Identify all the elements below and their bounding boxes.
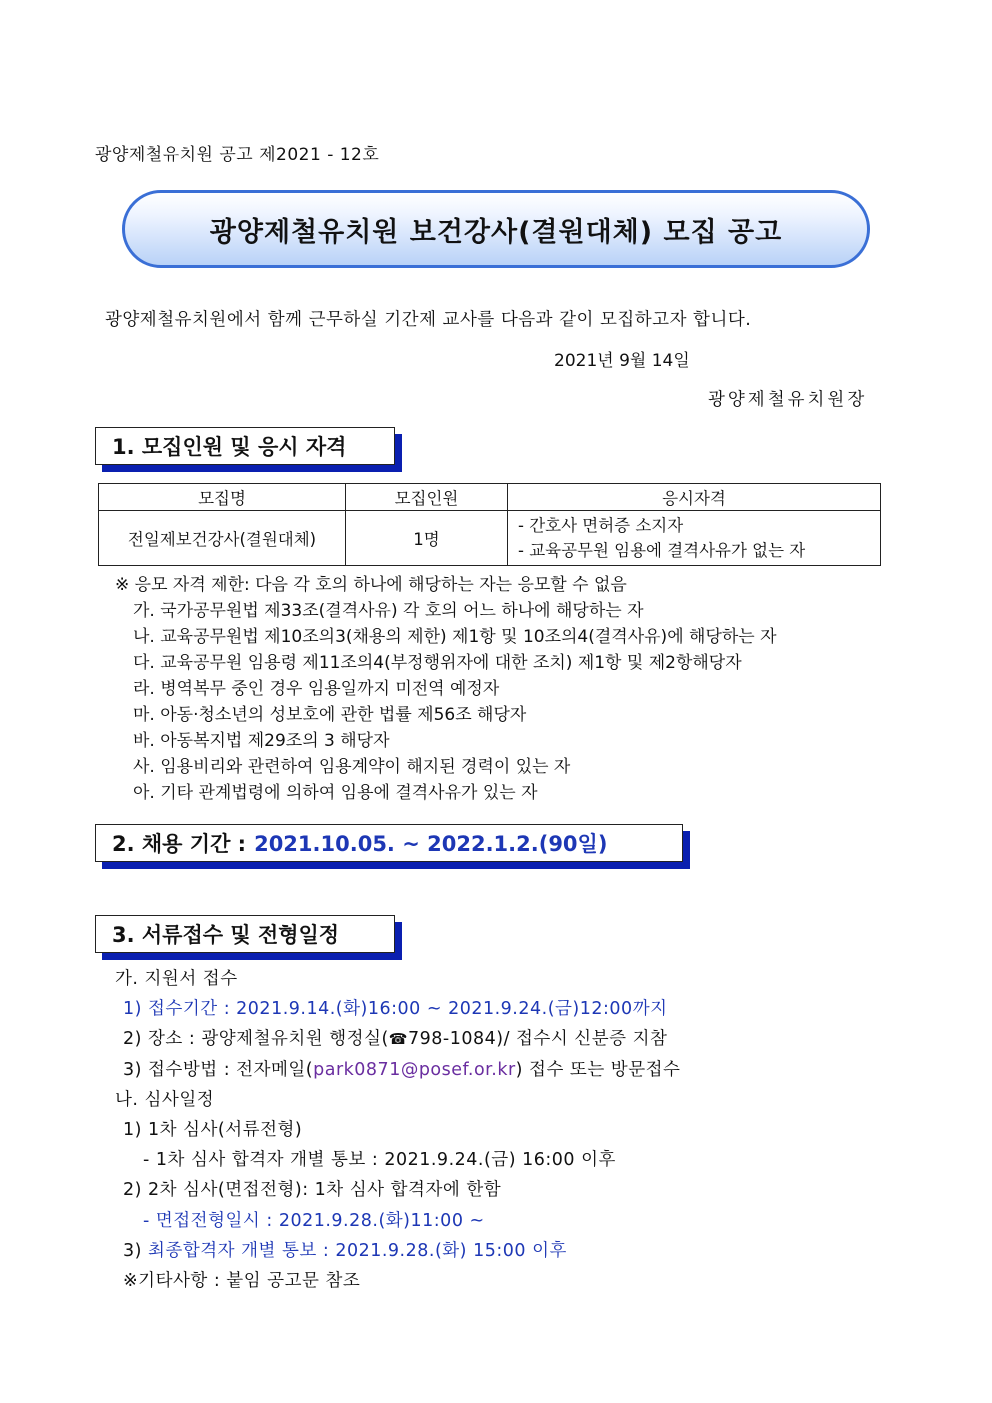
review-step1-detail: - 1차 심사 합격자 개별 통보 : 2021.9.24.(금) 16:00 이후 [143,1150,616,1171]
notice-number: 광양제철유치원 공고 제2021 - 12호 [95,145,380,165]
application-place [115,1024,680,1054]
qualifications-cell [508,511,881,566]
recruitment-table [98,483,881,566]
application-period: 1) 접수기간 : 2021.9.14.(화)16:00 ~ 2021.9.24.(금)12:00까지 [123,999,668,1020]
table-header: 응시자격 [508,484,881,511]
restriction-item: 사. 임용비리와 관련하여 임용계약이 해지된 경력이 있는 자 [133,757,571,777]
qualification-item: - 교육공무원 임용에 결격사유가 없는 자 [518,541,806,560]
section3-heading [95,915,395,953]
qualification-item: - 간호사 면허증 소지자 [518,516,684,535]
section1-heading [95,427,395,465]
application-method-text: 3) 접수방법 : 전자메일( [123,1059,314,1080]
restriction-item: 라. 병역복무 중인 경우 임용일까지 미전역 예정자 [133,679,500,699]
restriction-item: 바. 아동복지법 제29조의 3 해당자 [133,731,390,751]
restriction-item: 아. 기타 관계법령에 의하여 임용에 결격사유가 있는 자 [133,783,538,803]
schedule-block [115,964,680,1296]
intro-text: 광양제철유치원에서 함께 근무하실 기간제 교사를 다음과 같이 모집하고자 합니다. [105,310,752,330]
email-link[interactable]: park0871@posef.or.kr [313,1059,516,1080]
employment-period: 2021.10.05. ~ 2022.1.2.(90일) [254,832,608,856]
section2-heading-text: 2. 채용 기간 : [112,832,247,856]
section1-heading-text: 1. 모집인원 및 응시 자격 [112,435,347,459]
section2-heading [95,824,683,862]
other-note: ※기타사항 : 붙임 공고문 참조 [123,1271,361,1292]
restriction-item: 가. 국가공무원법 제33조(결격사유) 각 호의 어느 하나에 해당하는 자 [133,601,644,621]
table-header: 모집명 [99,484,346,511]
review-step2: 2) 2차 심사(면접전형): 1차 심사 합격자에 한함 [123,1180,502,1201]
notice-date: 2021년 9월 14일 [554,351,690,371]
restriction-item: 나. 교육공무원법 제10조의3(채용의 제한) 제1항 및 10조의4(결격사유)에 해당하는 자 [133,627,777,647]
application-method [115,1055,680,1085]
application-label: 가. 지원서 접수 [115,969,238,989]
final-notice-text: 최종합격자 개별 통보 : 2021.9.28.(화) 15:00 이후 [148,1240,567,1261]
table-header-row [99,484,881,511]
position-count: 1명 [346,511,508,566]
signer: 광양제철유치원장 [708,390,868,410]
restrictions-block [115,572,777,806]
table-row [99,511,881,566]
review-step1: 1) 1차 심사(서류전형) [123,1120,303,1141]
restriction-heading: ※ 응모 자격 제한: 다음 각 호의 하나에 해당하는 자는 응모할 수 없음 [115,575,627,595]
table-header: 모집인원 [346,484,508,511]
position-name: 전일제보건강사(결원대체) [99,511,346,566]
review-step2-detail: - 면접전형일시 : 2021.9.28.(화)11:00 ~ [143,1210,485,1231]
application-method-suffix: ) 접수 또는 방문접수 [515,1059,681,1080]
section3-heading-text: 3. 서류접수 및 전형일정 [112,923,340,947]
application-place-text: 2) 장소 : 광양제철유치원 행정실( [123,1029,389,1050]
page-title: 광양제철유치원 보건강사(결원대체) 모집 공고 [209,216,783,248]
application-phone: 798-1084)/ 접수시 신분증 지참 [407,1029,668,1050]
title-banner [122,190,870,268]
restriction-item: 마. 아동·청소년의 성보호에 관한 법률 제56조 해당자 [133,705,527,725]
final-notice-prefix: 3) [123,1240,149,1261]
review-label: 나. 심사일정 [115,1089,215,1110]
phone-icon: ☎ [388,1030,408,1049]
final-notice [115,1236,680,1266]
restriction-item: 다. 교육공무원 임용령 제11조의4(부정행위자에 대한 조치) 제1항 및 제2항해당자 [133,653,742,673]
